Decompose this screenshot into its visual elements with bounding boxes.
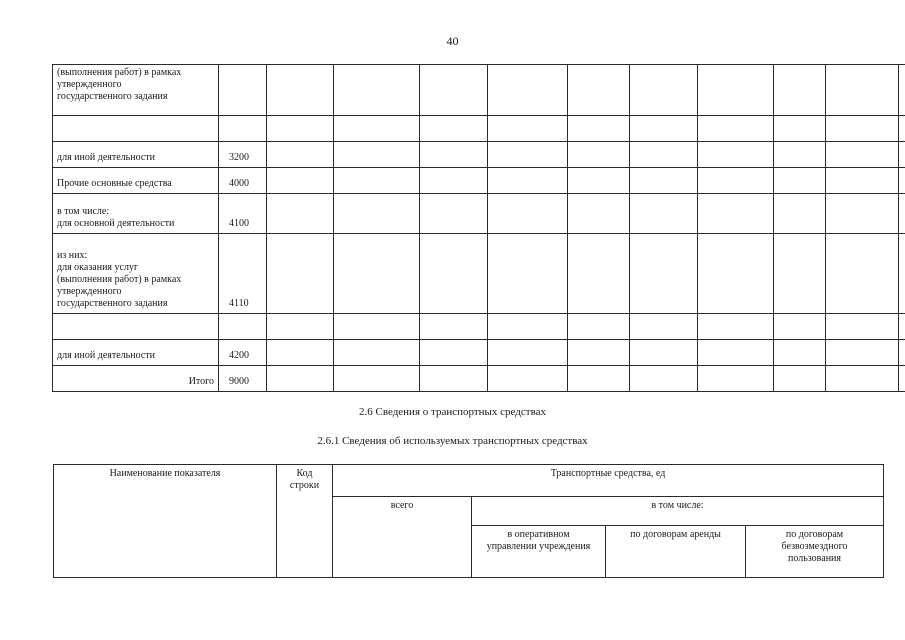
- empty-cell: [488, 366, 568, 392]
- table-row: [53, 194, 905, 234]
- transport-table: [53, 464, 884, 578]
- empty-cell: [488, 142, 568, 168]
- row-label: в том числе: для основной деятельности: [53, 194, 219, 234]
- line-code-header: Код строки: [277, 465, 333, 578]
- row-code: 4000: [219, 168, 267, 194]
- empty-cell: [420, 234, 488, 314]
- empty-cell: [899, 340, 905, 366]
- empty-cell: [826, 116, 899, 142]
- empty-cell: [826, 234, 899, 314]
- row-code: [219, 116, 267, 142]
- empty-cell: [698, 366, 774, 392]
- empty-cell: [698, 194, 774, 234]
- empty-cell: [774, 142, 826, 168]
- empty-cell: [774, 168, 826, 194]
- page-number: 40: [446, 34, 459, 48]
- empty-cell: [568, 65, 630, 116]
- empty-cell: [774, 340, 826, 366]
- empty-cell: [488, 314, 568, 340]
- empty-cell: [698, 116, 774, 142]
- empty-cell: [334, 168, 420, 194]
- row-code: 9000: [219, 366, 267, 392]
- fixed-assets-table: [52, 64, 905, 392]
- empty-cell: [568, 340, 630, 366]
- table-row: [53, 340, 905, 366]
- empty-cell: [826, 314, 899, 340]
- row-code: [219, 65, 267, 116]
- empty-cell: [334, 194, 420, 234]
- table-row: [53, 366, 905, 392]
- row-label: Прочие основные средства: [53, 168, 219, 194]
- empty-cell: [267, 194, 334, 234]
- empty-cell: [630, 340, 698, 366]
- row-label: для иной деятельности: [53, 340, 219, 366]
- empty-cell: [488, 116, 568, 142]
- empty-cell: [698, 142, 774, 168]
- empty-cell: [568, 314, 630, 340]
- empty-cell: [267, 340, 334, 366]
- row-label: [53, 116, 219, 142]
- empty-cell: [420, 366, 488, 392]
- row-code: 4110: [219, 234, 267, 314]
- vehicles-units-header: Транспортные средства, ед: [333, 465, 884, 497]
- empty-cell: [698, 234, 774, 314]
- section-title-transport: 2.6 Сведения о транспортных средствах: [358, 406, 547, 418]
- empty-cell: [334, 234, 420, 314]
- empty-cell: [568, 194, 630, 234]
- fixed-assets-table-body: [53, 65, 905, 392]
- empty-cell: [698, 314, 774, 340]
- row-code: 4100: [219, 194, 267, 234]
- row-label: из них: для оказания услуг (выполнения работ) в рамках утвержденного государственного задания: [53, 234, 219, 314]
- table-row: [53, 116, 905, 142]
- table-row: [53, 65, 905, 116]
- empty-cell: [568, 168, 630, 194]
- row-code: 3200: [219, 142, 267, 168]
- empty-cell: [826, 168, 899, 194]
- empty-cell: [826, 340, 899, 366]
- empty-cell: [630, 314, 698, 340]
- empty-cell: [774, 65, 826, 116]
- indicator-name-header: Наименование показателя: [54, 465, 277, 578]
- empty-cell: [826, 194, 899, 234]
- empty-cell: [420, 340, 488, 366]
- empty-cell: [334, 340, 420, 366]
- empty-cell: [630, 234, 698, 314]
- empty-cell: [630, 65, 698, 116]
- row-label: [53, 314, 219, 340]
- table-row: [53, 142, 905, 168]
- subsection-title-used-transport: 2.6.1 Сведения об используемых транспортных средствах: [317, 435, 588, 447]
- empty-cell: [420, 194, 488, 234]
- empty-cell: [899, 65, 905, 116]
- empty-cell: [488, 168, 568, 194]
- empty-cell: [899, 116, 905, 142]
- empty-cell: [267, 168, 334, 194]
- operational-management-header: в оперативном управлении учреждения: [472, 526, 606, 578]
- empty-cell: [630, 194, 698, 234]
- empty-cell: [334, 116, 420, 142]
- empty-cell: [774, 366, 826, 392]
- empty-cell: [899, 234, 905, 314]
- empty-cell: [488, 234, 568, 314]
- empty-cell: [698, 65, 774, 116]
- empty-cell: [334, 65, 420, 116]
- table-row: [53, 234, 905, 314]
- row-label: Итого: [53, 366, 219, 392]
- empty-cell: [488, 340, 568, 366]
- empty-cell: [334, 142, 420, 168]
- table-row: [53, 168, 905, 194]
- empty-cell: [899, 366, 905, 392]
- total-header: всего: [333, 497, 472, 578]
- empty-cell: [334, 366, 420, 392]
- empty-cell: [267, 65, 334, 116]
- empty-cell: [630, 142, 698, 168]
- empty-cell: [899, 142, 905, 168]
- empty-cell: [334, 314, 420, 340]
- empty-cell: [420, 142, 488, 168]
- empty-cell: [568, 366, 630, 392]
- empty-cell: [267, 366, 334, 392]
- empty-cell: [267, 314, 334, 340]
- empty-cell: [774, 314, 826, 340]
- empty-cell: [568, 234, 630, 314]
- table-row: [53, 314, 905, 340]
- empty-cell: [899, 194, 905, 234]
- row-code: [219, 314, 267, 340]
- empty-cell: [698, 168, 774, 194]
- empty-cell: [488, 65, 568, 116]
- empty-cell: [630, 366, 698, 392]
- empty-cell: [774, 234, 826, 314]
- including-header: в том числе:: [472, 497, 884, 526]
- empty-cell: [267, 234, 334, 314]
- row-code: 4200: [219, 340, 267, 366]
- empty-cell: [826, 366, 899, 392]
- empty-cell: [899, 314, 905, 340]
- empty-cell: [630, 168, 698, 194]
- empty-cell: [698, 340, 774, 366]
- row-label: для иной деятельности: [53, 142, 219, 168]
- empty-cell: [420, 168, 488, 194]
- empty-cell: [568, 116, 630, 142]
- empty-cell: [488, 194, 568, 234]
- empty-cell: [420, 116, 488, 142]
- empty-cell: [899, 168, 905, 194]
- empty-cell: [826, 65, 899, 116]
- empty-cell: [774, 116, 826, 142]
- empty-cell: [568, 142, 630, 168]
- free-use-agreements-header: по договорам безвозмездного пользования: [746, 526, 884, 578]
- row-label: (выполнения работ) в рамках утвержденного государственного задания: [53, 65, 219, 116]
- empty-cell: [774, 194, 826, 234]
- empty-cell: [420, 314, 488, 340]
- empty-cell: [826, 142, 899, 168]
- lease-agreements-header: по договорам аренды: [606, 526, 746, 578]
- empty-cell: [420, 65, 488, 116]
- empty-cell: [267, 142, 334, 168]
- empty-cell: [267, 116, 334, 142]
- empty-cell: [630, 116, 698, 142]
